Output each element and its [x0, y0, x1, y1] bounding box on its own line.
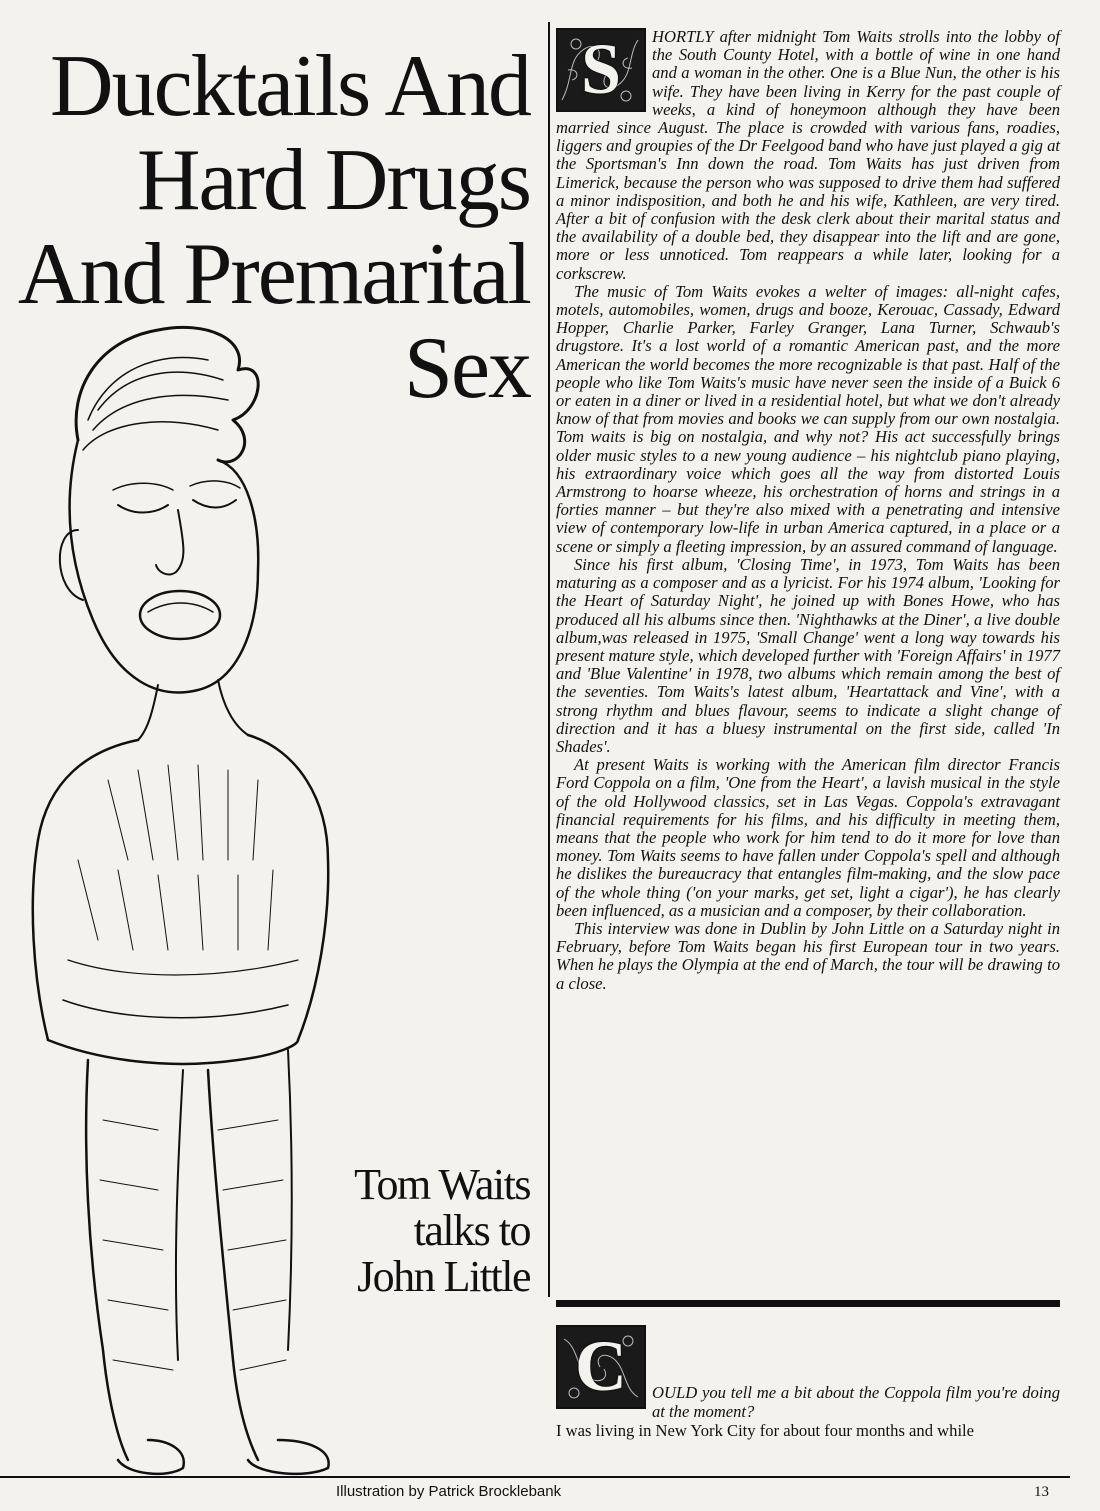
ornamental-dropcap	[556, 1325, 646, 1409]
page-number: 13	[1034, 1484, 1049, 1500]
headline-line: Sex	[404, 320, 530, 417]
paragraph: At present Waits is working with the American film director Francis Ford Coppola on a film, 'One from the Heart', a lavish musical in the style of the old Hollywood classics, set in Las Vegas. Coppola's extravagant financial requirements for his films, and his difficulty in meeting them, means that the people who work for him tend to do it more for love than money. Tom Waits seems to have fallen under Coppola's spell and although he dislikes the bureaucracy that entangles film-making, and the slow pace of the whole thing ('on your marks, get set, light a cigar'), he has clearly been influenced, as a musician and a composer, by their collaboration.	[556, 755, 1060, 920]
paragraph: The music of Tom Waits evokes a welter of images: all-night cafes, motels, automobiles, women, drugs and booze, Kerouac, Cassady, Edward Hopper, Charlie Parker, Farley Granger, Lana Turner, Schwaub's drugstore. It's a lost world of a romantic American past, and the more American the world becomes the more recognizable is that past. Half of the people who like Tom Waits's music have never seen the inside of a Buick 6 or eaten in a diner or lived in a residential hotel, but what we don't already know of that from movies and books we can supply from our own nostalgia. Tom waits is big on nostalgia, and why not? His act successfully brings older music styles to a new young audience – his nightclub piano playing, his extraordinary voice which goes all the way from distorted Louis Armstrong to hoarse wheeze, his orchestration of horns and strings in a forties manner – but they're also mixed with a penetrating and intensive view of contemporary low-life in urban America captured, in a place or a scene or simply a fleeting impression, by an assured command of language.	[556, 281, 1060, 556]
tom-waits-illustration	[8, 300, 368, 1480]
footer-rule	[0, 1476, 1070, 1478]
column-divider	[548, 22, 550, 1297]
byline	[300, 1162, 530, 1300]
section-divider	[556, 1300, 1060, 1307]
article-body	[556, 28, 1060, 993]
dropcap-letter: C	[575, 1326, 627, 1406]
interview-answer: I was living in New York City for about four months and while	[556, 1421, 975, 1440]
interview-question: OULD you tell me a bit about the Coppola film you're doing at the moment?	[652, 1383, 1060, 1421]
headline-line: Hard Drugs	[136, 132, 530, 229]
headline-line: Ducktails And	[50, 38, 530, 135]
byline-line: Tom Waits	[354, 1160, 530, 1209]
paragraph: Since his first album, 'Closing Time', in 1973, Tom Waits has been maturing as a composer and as a lyricist. For his 1974 album, 'Looking for the Heart of Saturday Night', he joined up with Bones Howe, who has produced all his albums since then. 'Nighthawks at the Diner', a live double album,was released in 1975, 'Small Change' went a long way towards his present mature style, which developed further with 'Foreign Affairs' in 1977 and 'Blue Valentine' in 1978, two albums which remain among the best of the seventies. Tom Waits's latest album, 'Heartattack and Vine', with a strong rhythm and blues flavour, seems to indicate a slight change of direction and it has a bluesy instrumental on the first side, called 'In Shades'.	[556, 554, 1060, 756]
ornamental-dropcap	[556, 28, 646, 112]
byline-line: John Little	[357, 1252, 530, 1301]
illustration-credit: Illustration by Patrick Brocklebank	[336, 1483, 562, 1500]
interview-section	[556, 1325, 1060, 1440]
paragraph: This interview was done in Dublin by John Little on a Saturday night in February, before Tom Waits began his first European tour in two years. When he plays the Olympia at the end of March, the tour will be drawing to a close.	[556, 918, 1060, 993]
headline-line: And Premarital	[17, 226, 530, 323]
byline-line: talks to	[413, 1206, 530, 1255]
dropcap-letter: S	[580, 29, 622, 109]
paragraph: HORTLY after midnight Tom Waits strolls into the lobby of the South County Hotel, with a bottle of wine in one hand and a woman in the other. One is a Blue Nun, the other is his wife. They have been living in Kerry for the past couple of weeks, a kind of honeymoon although they have been married since August. The place is crowded with various fans, roadies, liggers and groupies of the Dr Feelgood band who have just played a gig at the Sportsman's Inn down the road. Tom Waits has just driven from Limerick, because the person who was supposed to drive them had suffered a minor indisposition, and both he and his wife, Kathleen, are very tired. After a bit of confusion with the desk clerk about their marital status and the availability of a double bed, they disappear into the lift and are gone, more or less unnoticed. Tom reappears a while later, looking for a corkscrew.	[556, 27, 1060, 283]
